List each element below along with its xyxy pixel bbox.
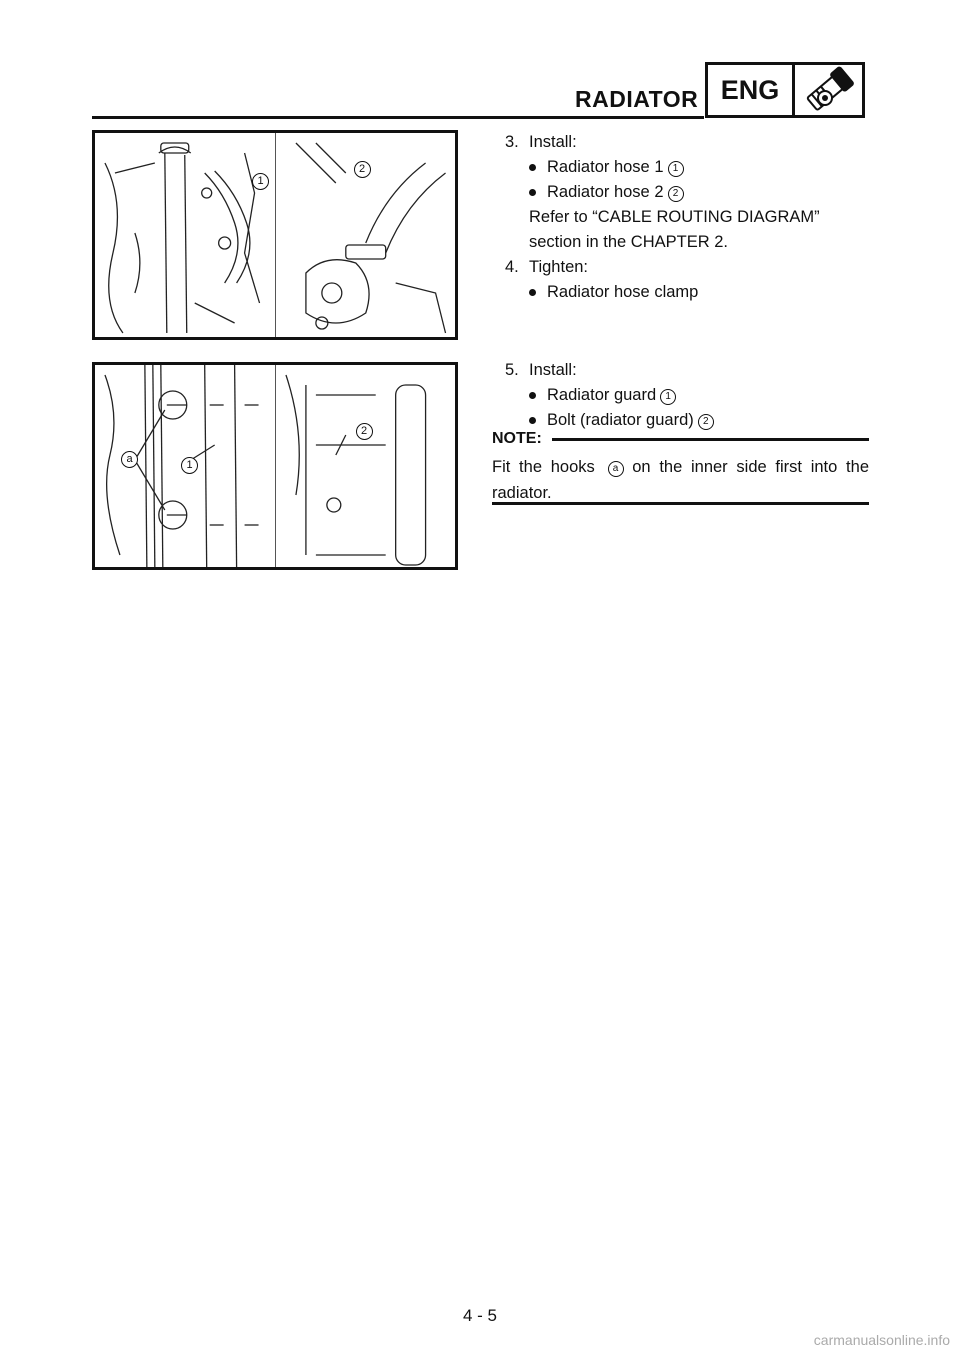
section-badge-label: ENG <box>708 65 795 115</box>
step-5: 5. Install: <box>505 361 577 379</box>
figure-panel-left <box>95 365 275 567</box>
list-item: Radiator hose clamp <box>505 280 869 305</box>
note-text: Fit the hooks a on the inner side first into the radiator. <box>492 458 869 502</box>
page-title: RADIATOR <box>575 86 699 112</box>
callout-a: a <box>121 451 138 468</box>
figure-radiator-hoses <box>92 130 458 340</box>
header-rule <box>92 116 704 119</box>
step-4: 4. Tighten: <box>505 258 589 276</box>
callout-1: 1 <box>252 173 269 190</box>
list-item: Radiator hose 1 1 <box>505 155 869 180</box>
callout-1: 1 <box>181 457 198 474</box>
wrench-bolt-icon <box>795 65 862 115</box>
reference-text: Refer to “CABLE ROUTING DIAGRAM” <box>529 208 820 226</box>
callout-2: 2 <box>354 161 371 178</box>
page-number: 4 - 5 <box>462 1306 498 1325</box>
note-header <box>492 430 869 448</box>
install-steps-bottom <box>505 358 869 433</box>
figure-panel-right <box>275 133 456 337</box>
reference-text: section in the CHAPTER 2. <box>529 233 728 251</box>
watermark: carmanualsonline.info <box>813 1332 950 1348</box>
note-rule-top <box>552 438 869 441</box>
install-steps-top <box>505 130 869 305</box>
step-3: 3. Install: <box>505 133 577 151</box>
section-badge <box>705 62 865 118</box>
ref-circle: 2 <box>668 186 684 202</box>
ref-circle: 1 <box>668 161 684 177</box>
ref-circle: 1 <box>660 389 676 405</box>
callout-2: 2 <box>356 423 373 440</box>
list-item: Radiator guard 1 <box>505 383 869 408</box>
figure-panel-left <box>95 133 275 337</box>
note-rule-bottom <box>492 502 869 505</box>
figure-radiator-guard <box>92 362 458 570</box>
note-label: NOTE: <box>492 430 542 447</box>
figure-panel-right <box>275 365 456 567</box>
list-item: Bolt (radiator guard) 2 <box>505 408 869 433</box>
list-item: Radiator hose 2 2 <box>505 180 869 205</box>
ref-circle: a <box>608 461 624 477</box>
ref-circle: 2 <box>698 414 714 430</box>
